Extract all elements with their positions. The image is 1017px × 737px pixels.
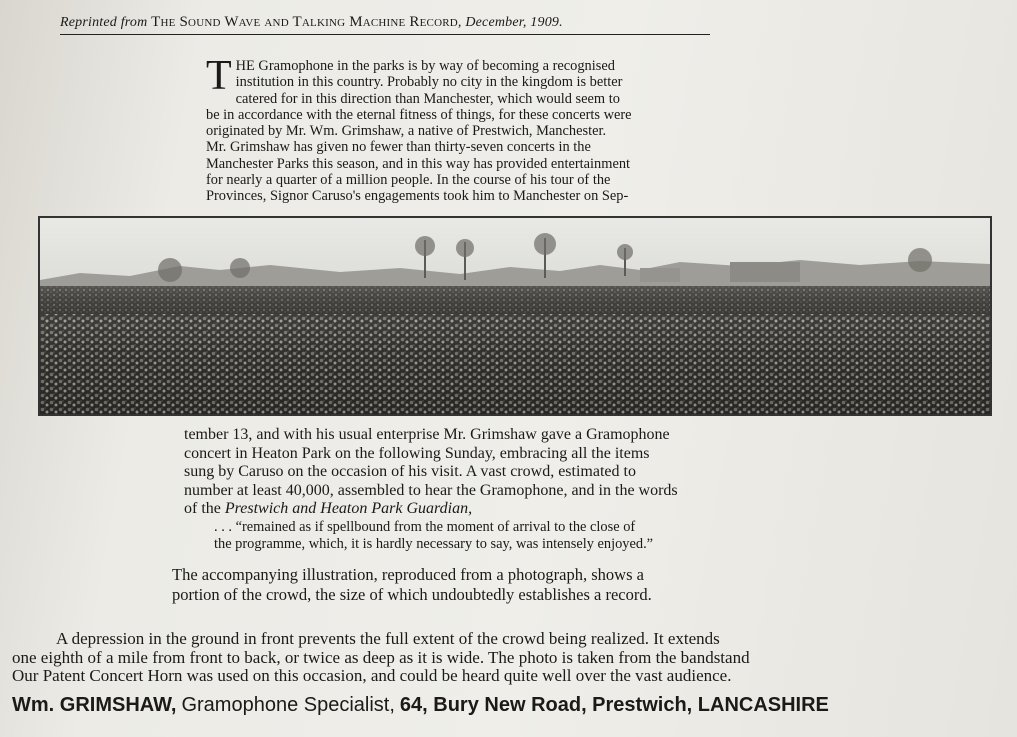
text-line: Manchester Parks this season, and in this way has provided entertainment	[206, 155, 631, 172]
text-line: institution in this country. Probably no city in the kingdom is better	[235, 74, 623, 91]
drop-cap: T	[206, 53, 232, 99]
advertiser-address: 64, Bury New Road, Prestwich, LANCASHIRE	[399, 694, 829, 716]
text-line: originated by Mr. Wm. Grimshaw, a native of Prestwich, Manchester.	[206, 123, 607, 140]
quote-line: the programme, which, it is hardly necessary to say, was intensely enjoyed.”	[214, 536, 654, 552]
text-line: The accompanying illustration, reproduced from a photograph, shows a	[172, 565, 644, 584]
text-line: Our Patent Concert Horn was used on this occasion, and could be heard quite well over the vast audience.	[12, 666, 732, 685]
text-line: for nearly a quarter of a million people. In the course of his tour of the	[206, 172, 611, 189]
advertiser-footer	[12, 694, 1017, 717]
text-line-prefix: of the	[184, 500, 225, 517]
illustration-paragraph	[172, 565, 892, 605]
text-line: be in accordance with the eternal fitness of things, for these concerts were	[206, 106, 632, 123]
text-line: one eighth of a mile from front to back, or twice as deep as it is wide. The photo is taken from the bandstand	[12, 647, 750, 667]
quote-line: . . . “remained as if spellbound from the moment of arrival to the close of	[214, 519, 636, 535]
note-paragraph	[12, 630, 1017, 686]
intro-paragraph	[206, 53, 826, 205]
reprint-header	[60, 14, 710, 31]
event-paragraph	[184, 426, 864, 519]
text-line: portion of the crowd, the size of which undoubtedly establishes a record.	[172, 585, 652, 604]
text-line: Mr. Grimshaw has given no fewer than thirty-seven concerts in the	[206, 139, 591, 156]
advertiser-name: Wm. GRIMSHAW,	[12, 694, 177, 716]
text-line: sung by Caruso on the occasion of his visit. A vast crowd, estimated to	[184, 463, 636, 480]
advertiser-title: Gramophone Specialist,	[181, 694, 395, 716]
text-line: A depression in the ground in front prevents the full extent of the crowd being realized. It extends	[56, 629, 720, 648]
text-line: concert in Heaton Park on the following Sunday, embracing all the items	[184, 444, 650, 462]
crowd-photograph	[38, 216, 992, 416]
reprint-prefix: Reprinted from	[60, 15, 148, 30]
publication-date: , December, 1909.	[457, 15, 563, 30]
text-line: HE Gramophone in the parks is by way of becoming a recognised	[235, 58, 615, 74]
text-line	[184, 500, 864, 519]
text-line: catered for in this direction than Manchester, which would seem to	[235, 90, 620, 107]
newspaper-quote	[214, 519, 834, 553]
header-rule	[60, 34, 710, 35]
text-line: number at least 40,000, assembled to hear the Gramophone, and in the words	[184, 481, 678, 499]
newspaper-name: Prestwich and Heaton Park Guardian,	[224, 500, 473, 517]
text-line: Provinces, Signor Caruso's engagements took him to Manchester on Sep-	[206, 188, 629, 205]
crowd-photograph-icon	[40, 218, 990, 414]
publication-name: The Sound Wave and Talking Machine Record	[151, 14, 458, 30]
text-line: tember 13, and with his usual enterprise Mr. Grimshaw gave a Gramophone	[184, 426, 670, 443]
